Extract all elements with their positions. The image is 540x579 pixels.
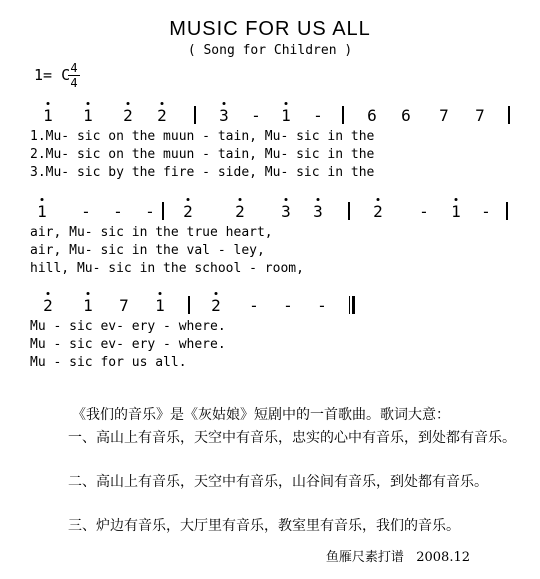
- note: 6: [367, 106, 377, 125]
- note: 2: [157, 106, 167, 125]
- dash-extension: -: [317, 296, 327, 315]
- note: 2: [235, 202, 245, 221]
- note: 7: [119, 296, 129, 315]
- octave-dot: [215, 292, 218, 295]
- note: 2: [373, 202, 383, 221]
- octave-dot: [161, 102, 164, 105]
- bar-line: [349, 296, 350, 314]
- note: 1: [155, 296, 165, 315]
- octave-dot: [159, 292, 162, 295]
- notation-line-2: [0, 196, 540, 280]
- time-signature: [68, 62, 80, 89]
- note: 1: [83, 296, 93, 315]
- lyric-verse-2: Mu - sic ev- ery - where.: [30, 337, 226, 352]
- bar-line: [194, 106, 196, 124]
- note: 1: [83, 106, 93, 125]
- note: 7: [439, 106, 449, 125]
- dash-extension: -: [251, 106, 261, 125]
- bar-line: [348, 202, 350, 220]
- octave-dot: [47, 102, 50, 105]
- time-signature-bottom: 4: [70, 76, 78, 90]
- dash-extension: -: [145, 202, 155, 221]
- dash-extension: -: [113, 202, 123, 221]
- bar-line: [162, 202, 164, 220]
- note: 2: [123, 106, 133, 125]
- key-signature: 1= C: [34, 66, 71, 84]
- description-intro: 《我们的音乐》是《灰姑娘》短剧中的一首歌曲。歌词大意：: [72, 407, 450, 423]
- dash-extension: -: [419, 202, 429, 221]
- lyric-verse-1: air, Mu- sic in the true heart,: [30, 225, 273, 240]
- transcriber-credit: 鱼雁尺素打谱 2008.12: [325, 550, 470, 565]
- description-verse-3: 三、炉边有音乐，大厅里有音乐，教室里有音乐，我们的音乐。: [68, 518, 460, 534]
- octave-dot: [285, 198, 288, 201]
- notation-line-3: [0, 290, 540, 374]
- octave-dot: [47, 292, 50, 295]
- dash-extension: -: [81, 202, 91, 221]
- octave-dot: [285, 102, 288, 105]
- note: 1: [281, 106, 291, 125]
- bar-line: [342, 106, 344, 124]
- octave-dot: [87, 102, 90, 105]
- note: 1: [451, 202, 461, 221]
- note: 2: [43, 296, 53, 315]
- dash-extension: -: [313, 106, 323, 125]
- notation-line-1: [0, 100, 540, 184]
- note: 6: [401, 106, 411, 125]
- lyric-verse-3: hill, Mu- sic in the school - room,: [30, 261, 304, 276]
- lyric-verse-3: Mu - sic for us all.: [30, 355, 187, 370]
- note: 2: [183, 202, 193, 221]
- note: 7: [475, 106, 485, 125]
- bar-line: [188, 296, 190, 314]
- lyric-verse-2: air, Mu- sic in the val - ley,: [30, 243, 265, 258]
- lyric-verse-1: Mu - sic ev- ery - where.: [30, 319, 226, 334]
- note: 1: [37, 202, 47, 221]
- bar-line: [508, 106, 510, 124]
- lyric-verse-3: 3.Mu- sic by the fire - side, Mu- sic in the: [30, 165, 375, 180]
- octave-dot: [127, 102, 130, 105]
- dash-extension: -: [249, 296, 259, 315]
- note: 3: [313, 202, 323, 221]
- note: 2: [211, 296, 221, 315]
- lyric-verse-2: 2.Mu- sic on the muun - tain, Mu- sic in the: [30, 147, 375, 162]
- note: 1: [43, 106, 53, 125]
- dash-extension: -: [481, 202, 491, 221]
- octave-dot: [41, 198, 44, 201]
- song-subtitle: ( Song for Children ): [187, 43, 353, 58]
- description-verse-2: 二、高山上有音乐，天空中有音乐，山谷间有音乐，到处都有音乐。: [68, 474, 488, 490]
- final-bar-line: [352, 296, 355, 314]
- octave-dot: [223, 102, 226, 105]
- dash-extension: -: [283, 296, 293, 315]
- lyric-verse-1: 1.Mu- sic on the muun - tain, Mu- sic in the: [30, 129, 375, 144]
- octave-dot: [317, 198, 320, 201]
- octave-dot: [239, 198, 242, 201]
- time-signature-top: 4: [70, 61, 78, 75]
- octave-dot: [187, 198, 190, 201]
- bar-line: [506, 202, 508, 220]
- song-title: MUSIC FOR US ALL: [169, 18, 371, 40]
- note: 3: [219, 106, 229, 125]
- octave-dot: [455, 198, 458, 201]
- octave-dot: [87, 292, 90, 295]
- note: 3: [281, 202, 291, 221]
- octave-dot: [377, 198, 380, 201]
- description-verse-1: 一、高山上有音乐，天空中有音乐，忠实的心中有音乐，到处都有音乐。: [68, 430, 516, 446]
